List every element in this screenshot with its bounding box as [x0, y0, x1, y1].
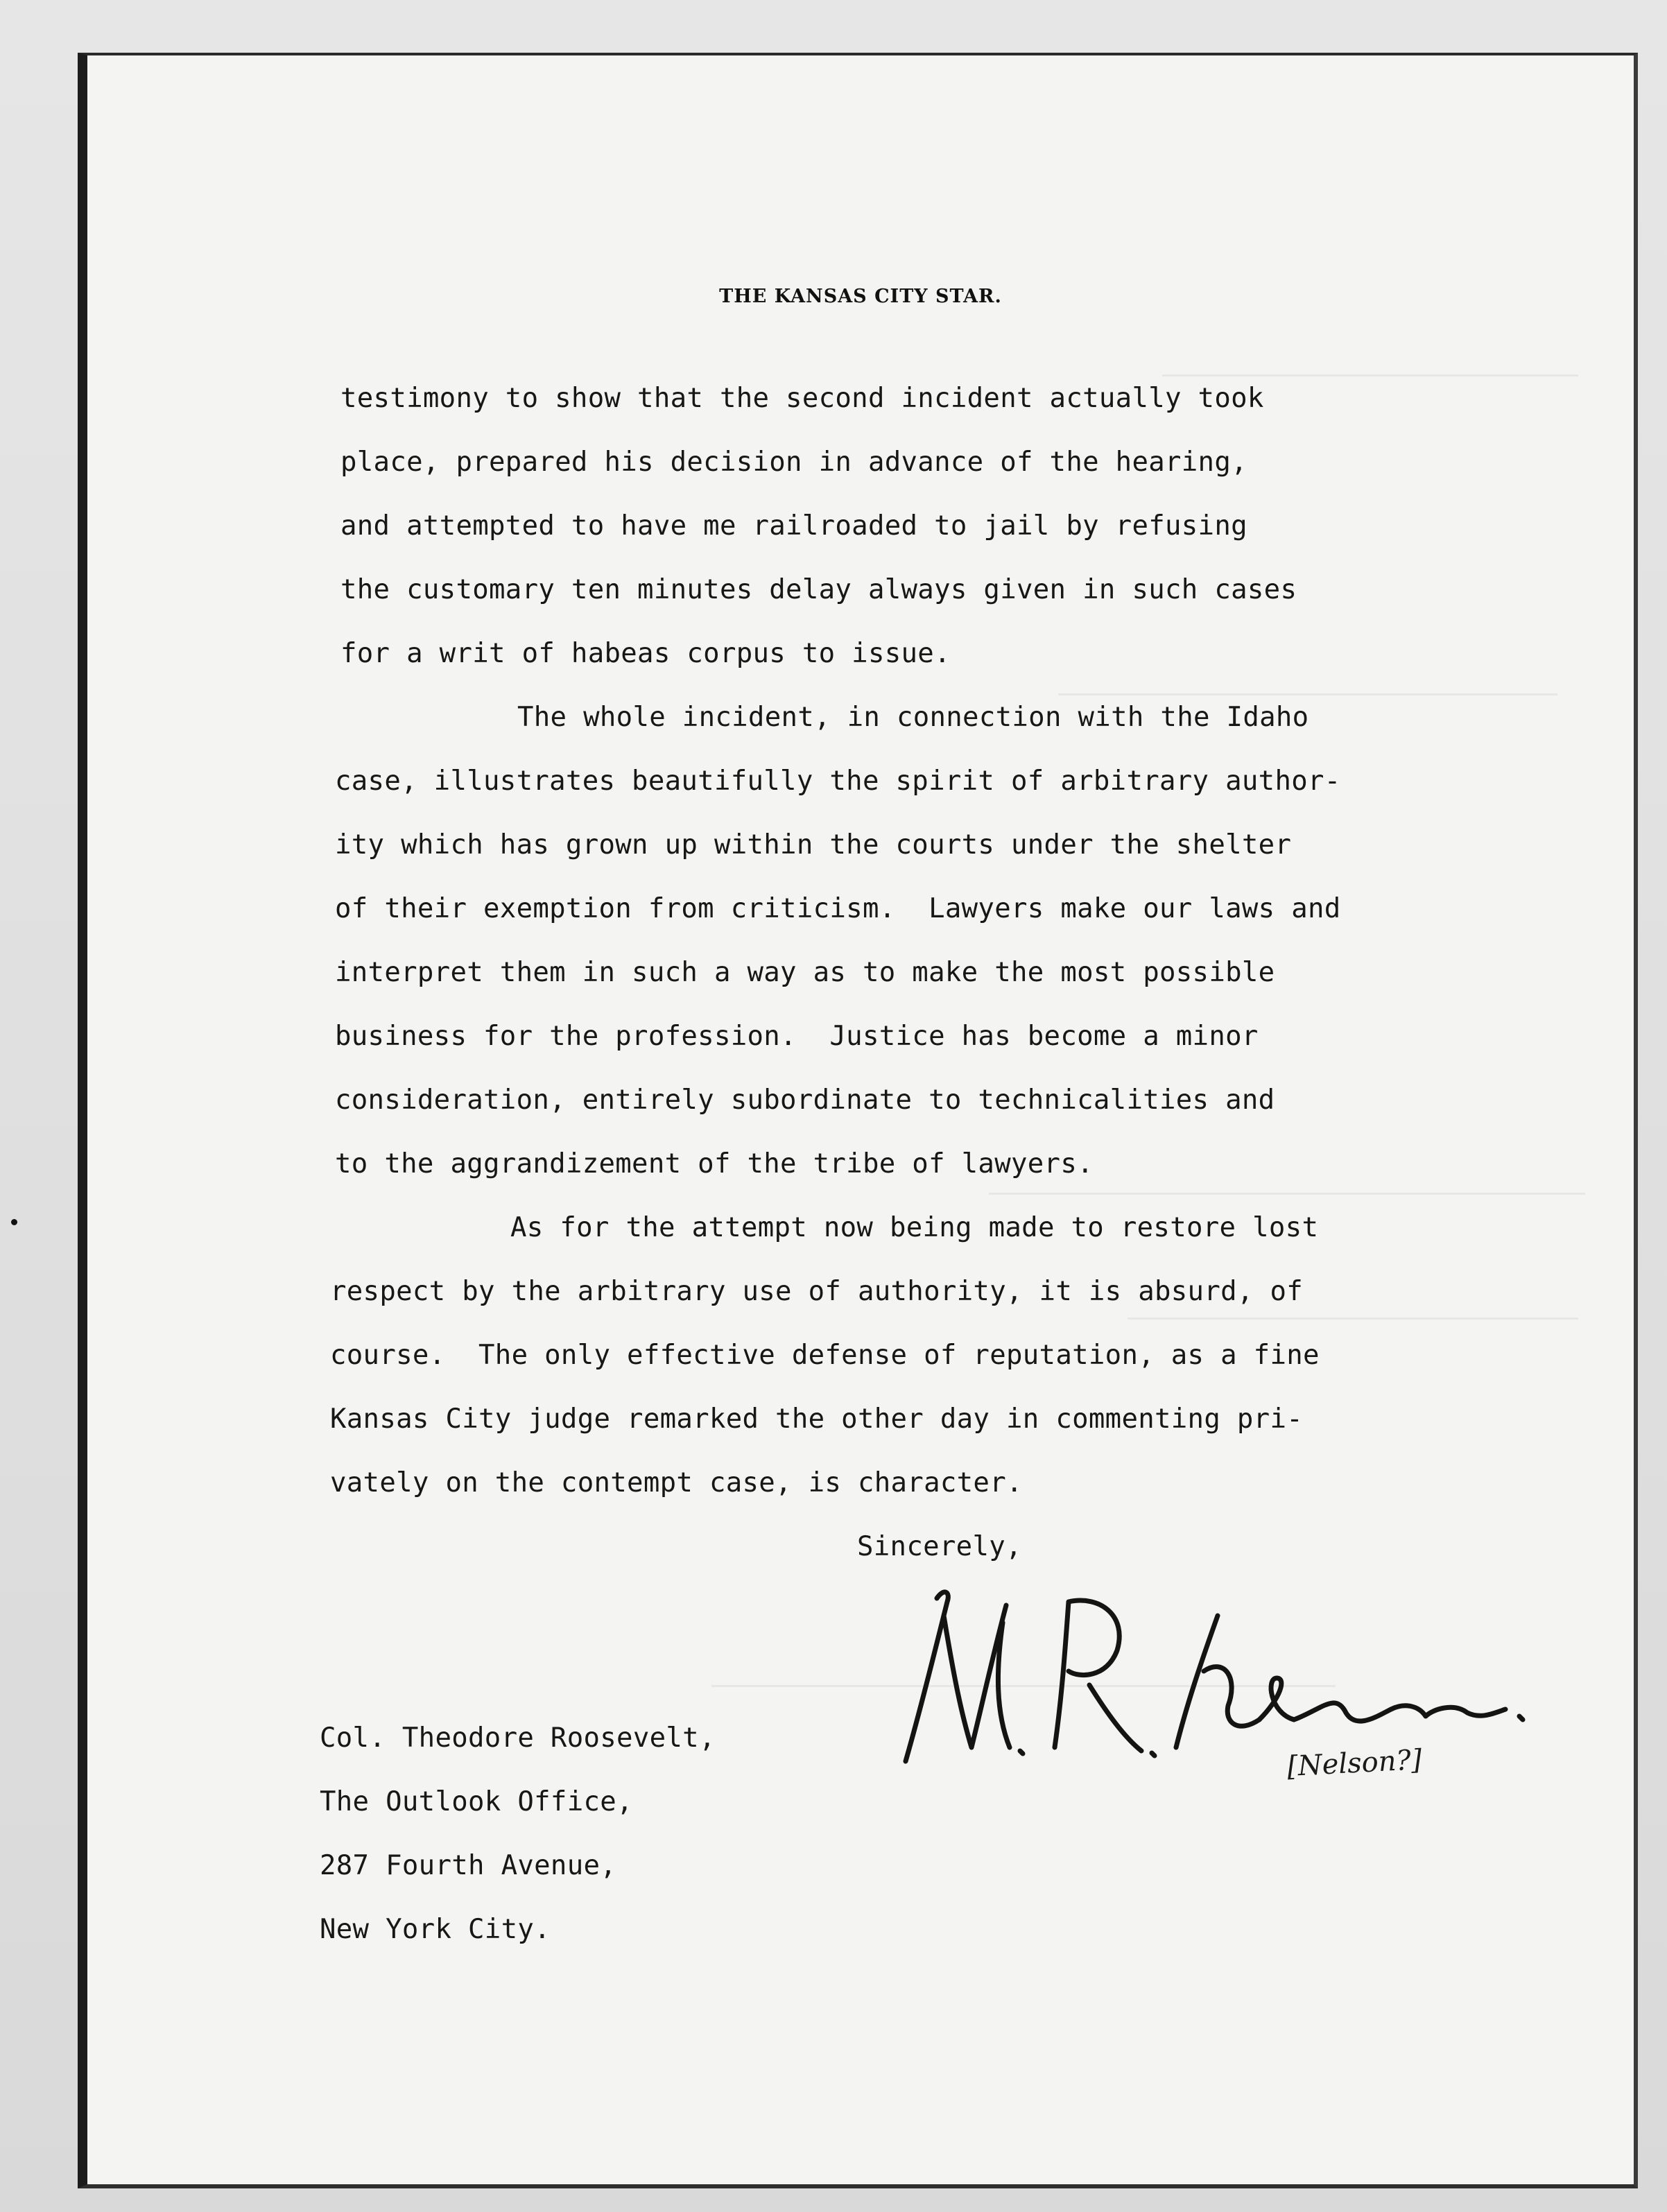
body-line: ity which has grown up within the courts under the shelter: [335, 829, 1292, 861]
body-line: respect by the arbitrary use of authority, it is absurd, of: [330, 1276, 1304, 1307]
body-line: Kansas City judge remarked the other day in commenting pri-: [330, 1403, 1304, 1435]
body-line: testimony to show that the second incident actually took: [340, 383, 1264, 414]
body-line: course. The only effective defense of reputation, as a fine: [330, 1340, 1320, 1371]
body-line: business for the profession. Justice has become a minor: [335, 1021, 1259, 1052]
letterhead: THE KANSAS CITY STAR.: [719, 286, 1002, 307]
body-line: place, prepared his decision in advance of the hearing,: [340, 447, 1247, 478]
address-line: Col. Theodore Roosevelt,: [320, 1722, 716, 1754]
body-line: interpret them in such a way as to make the most possible: [335, 957, 1275, 988]
body-line: consideration, entirely subordinate to technicalities and: [335, 1085, 1275, 1116]
letter-page: [78, 53, 1638, 2188]
body-line: of their exemption from criticism. Lawyers make our laws and: [335, 893, 1341, 924]
body-line: As for the attempt now being made to restore lost: [510, 1212, 1319, 1243]
body-line: case, illustrates beautifully the spirit of arbitrary author-: [335, 766, 1341, 797]
closing: Sincerely,: [857, 1531, 1022, 1562]
margin-mark: [11, 1219, 17, 1225]
body-line: the customary ten minutes delay always given in such cases: [340, 574, 1297, 605]
address-line: New York City.: [320, 1914, 551, 1945]
body-line: The whole incident, in connection with the Idaho: [517, 702, 1309, 733]
address-line: The Outlook Office,: [320, 1786, 633, 1817]
body-line: vately on the contempt case, is character.: [330, 1467, 1023, 1498]
address-line: 287 Fourth Avenue,: [320, 1850, 617, 1881]
archival-annotation: [Nelson?]: [1286, 1743, 1423, 1783]
handwritten-signature: [878, 1574, 1571, 1782]
body-line: and attempted to have me railroaded to jail by refusing: [340, 510, 1247, 542]
body-line: for a writ of habeas corpus to issue.: [340, 638, 951, 669]
body-line: to the aggrandizement of the tribe of lawyers.: [335, 1148, 1094, 1180]
letter-body: [87, 55, 1634, 2184]
